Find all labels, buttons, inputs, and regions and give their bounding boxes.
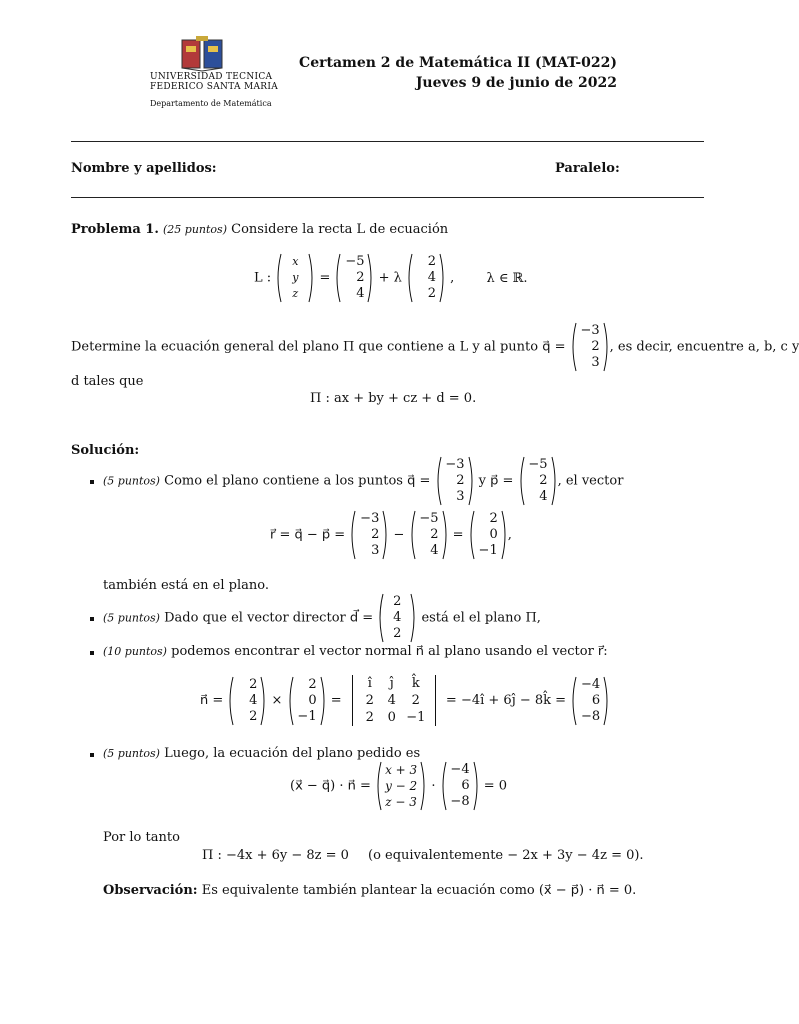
minus-sign: − [393,527,405,543]
bullet-3 [90,651,94,655]
step1-suffix: , el vector [557,473,624,489]
equals-sign-r: = [452,527,464,543]
comma-r: , [507,527,512,543]
step1-p-vector: −5 2 4 [518,456,558,506]
step3-points: (10 puntos) [103,645,167,658]
university-line1: UNIVERSIDAD TECNICA [150,72,273,82]
problem-title: Problema 1. [71,222,159,237]
n-label: n⃗ = [200,693,224,708]
n-d-vector: 2 4 2 [227,676,267,726]
direction-vector: 2 4 2 [406,253,446,303]
determinant: î ĵ k̂ 2 4 2 2 0 −1 [346,675,442,726]
step1-text: Como el plano contiene a los puntos [164,473,403,489]
step1-q-vector: −3 2 3 [435,456,475,506]
step4-points: (5 puntos) [103,747,160,760]
final-equation: Π : −4x + 6y − 8z = 0 [202,848,349,863]
plane-lhs: (x⃗ − q⃗) · n⃗ = [290,778,371,794]
line-equation [254,253,528,303]
point-vector: −5 2 4 [334,253,374,303]
step3-text: podemos encontrar el vector normal n⃗ al plano usando el vector r⃗: [171,644,608,659]
r-p-vector: −5 2 4 [409,510,449,560]
exam-title: Certamen 2 de Matemática II (MAT-022) [299,55,617,71]
step1-points: (5 puntos) [103,474,160,488]
plane-dot-equation [290,761,507,811]
equals-sign: = [319,270,331,286]
name-label: Nombre y apellidos: [71,161,217,176]
task-line [71,322,799,372]
diff-vector: x + 3 y − 2 z − 3 [375,761,427,811]
normal-vector-computation [200,675,610,726]
step1-p-label: p⃗ = [490,473,514,489]
n-r-vector: 2 0 −1 [287,676,327,726]
d-vector: 2 4 2 [377,593,417,643]
department: Departamento de Matemática [150,99,272,108]
university-name [150,72,278,92]
solution-heading: Solución: [71,443,140,458]
step2-suffix: está el el plano Π, [421,610,541,626]
step4-text: Luego, la ecuación del plano pedido es [164,746,421,761]
xyz-vector: x y z [275,253,315,303]
cross-symbol: × [271,693,283,708]
q-vector: −3 2 3 [570,322,610,372]
q-label: q⃗ = [542,339,566,355]
step2-points: (5 puntos) [103,611,160,625]
n-vector-again: −4 6 −8 [440,761,480,811]
plus-lambda: + λ [378,270,402,286]
step4-line [103,746,420,761]
university-line2: FEDERICO SANTA MARIA [150,82,279,92]
bullet-1 [90,480,94,484]
section-label: Paralelo: [555,161,620,176]
equivalent-equation: (o equivalentemente − 2x + 3y − 4z = 0). [368,848,644,863]
line-label: L : [254,270,272,286]
observation [103,883,636,898]
step2-line [103,593,541,643]
comma: , [450,270,455,286]
step3-line [103,644,608,659]
bullet-4 [90,753,94,757]
step1-end: también está en el plano. [103,578,269,593]
n-result-vector: −4 6 −8 [570,676,610,726]
observation-label: Observación: [103,883,198,898]
bullet-2 [90,617,94,621]
task-suffix: , es decir, encuentre a, b, c y [609,339,799,355]
d-label: d⃗ = [349,610,374,626]
university-logo [180,36,224,72]
step1-q-label: q⃗ = [407,473,431,489]
task-line2: d tales que [71,374,144,389]
step2-text: Dado que el vector director [164,610,346,626]
divider-bottom [71,197,704,198]
r-equation [270,510,512,560]
r-result-vector: 2 0 −1 [468,510,508,560]
problem-statement [71,222,448,237]
exam-date: Jueves 9 de junio de 2022 [415,75,617,91]
r-label: r⃗ = q⃗ − p⃗ = [270,527,346,543]
step1-line [103,456,623,506]
plane-equation-form: Π : ax + by + cz + d = 0. [310,391,477,406]
task-prefix: Determine la ecuación general del plano Π que contiene a L y al punto [71,339,539,355]
step1-and: y [478,473,487,489]
n-expanded: = −4î + 6ĵ − 8k̂ = [445,693,567,708]
problem-points: (25 puntos) [163,223,227,236]
divider-top [71,141,704,142]
equals-sign-n: = [330,693,342,708]
dot-symbol: · [431,778,436,794]
problem-intro: Considere la recta L de ecuación [231,222,449,237]
observation-text: Es equivalente también plantear la ecuación como (x⃗ − p⃗) · n⃗ = 0. [201,883,637,898]
therefore-text: Por lo tanto [103,830,180,845]
r-q-vector: −3 2 3 [349,510,389,560]
lambda-domain: λ ∈ ℝ. [486,270,528,286]
plane-rhs: = 0 [483,778,508,794]
